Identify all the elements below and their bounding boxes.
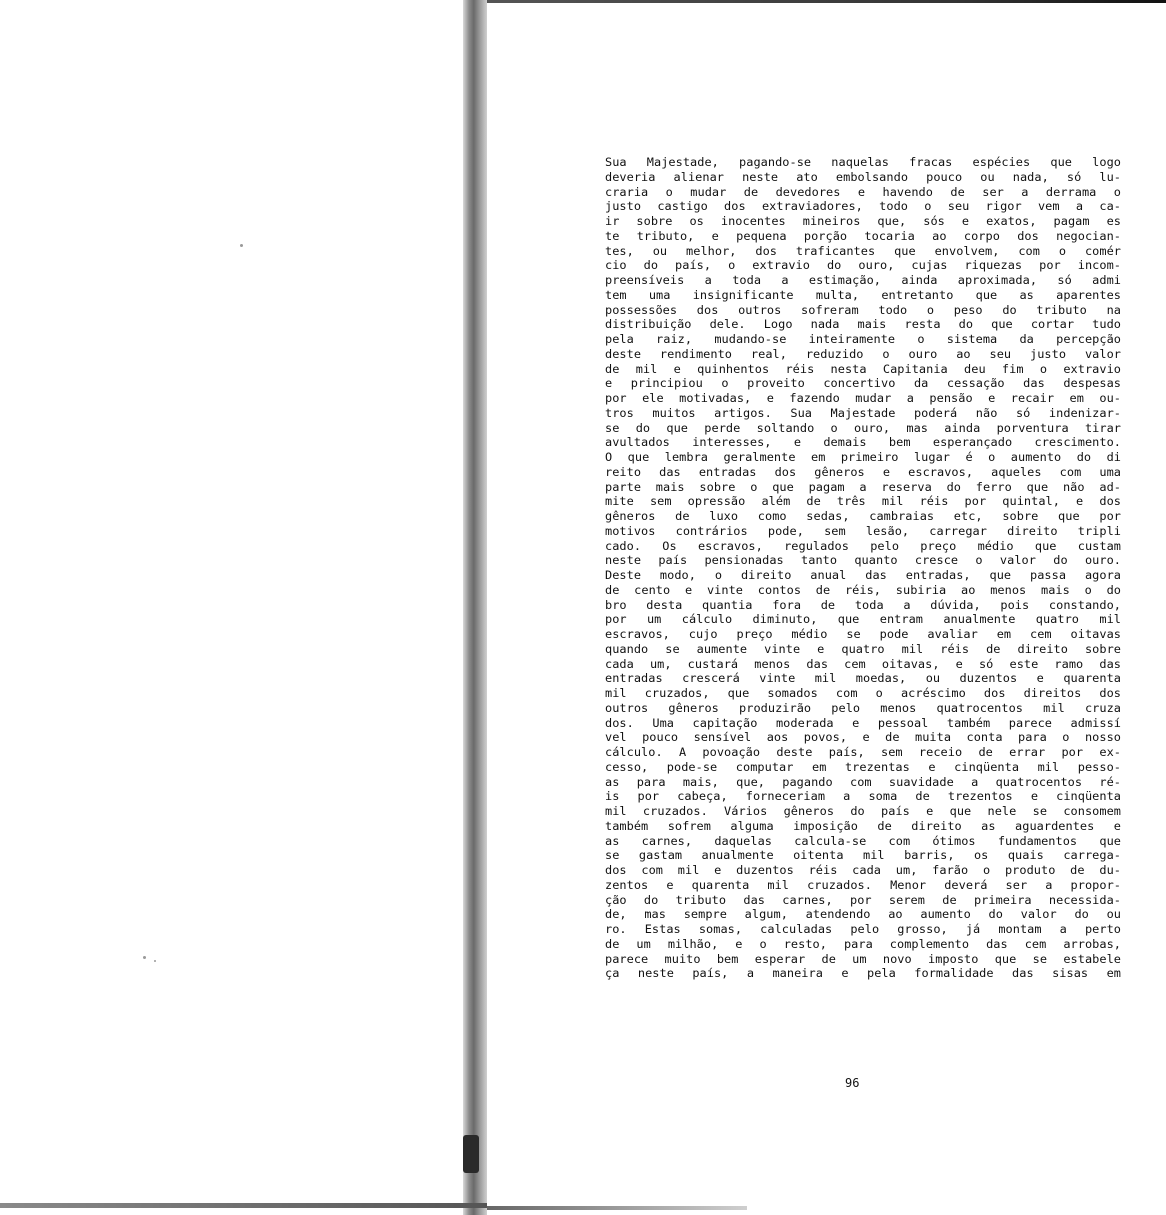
text-line: cesso, pode-se computar em trezentas e cinqüenta mil pesso- (605, 759, 1121, 774)
text-line: se do que perde soltando o ouro, mas ainda porventura tirar (605, 420, 1121, 435)
text-line: cio do país, o extravio do ouro, cujas riquezas por incom- (605, 258, 1121, 273)
text-line: is por cabeça, forneceriam a soma de trezentos e cinqüenta (605, 789, 1121, 804)
text-line: te tributo, e pequena porção tocaria ao corpo dos negocian- (605, 228, 1121, 243)
text-line: as para mais, que, pagando com suavidade a quatrocentos ré- (605, 774, 1121, 789)
text-line: mil cruzados. Vários gêneros do país e que nele se consomem (605, 804, 1121, 818)
text-line: pela raiz, mudando-se inteiramente o sistema da percepção (605, 332, 1121, 346)
text-line: por ele motivadas, e fazendo mudar a pensão e recair em ou- (605, 391, 1121, 405)
text-line: ro. Estas somas, calculadas pelo grosso, já montam a perto (605, 922, 1121, 936)
text-line: deste rendimento real, reduzido o ouro ao seu justo valor (605, 346, 1121, 361)
gutter-stain (463, 1135, 479, 1173)
body-text (605, 155, 1121, 981)
text-line: possessões dos outros sofreram todo o peso do tributo na (605, 302, 1121, 317)
page-bottom-edge-right (487, 1206, 747, 1210)
text-line: parece muito bem esperar de um novo imposto que se estabele (605, 951, 1121, 966)
text-line: de, mas sempre algum, atendendo ao aumento do valor do ou (605, 907, 1121, 922)
text-line: Sua Majestade, pagando-se naquelas fracas espécies que logo (605, 155, 1121, 169)
text-line: entradas crescerá vinte mil moedas, ou duzentos e quarenta (605, 671, 1121, 686)
text-line: por um cálculo diminuto, que entram anualmente quatro mil (605, 612, 1121, 627)
page-bottom-edge (0, 1203, 487, 1208)
text-line: cada um, custará menos das cem oitavas, e só este ramo das (605, 656, 1121, 671)
text-line: ça neste país, a maneira e pela formalidade das sisas em (605, 966, 1121, 981)
text-line: parte mais sobre o que pagam a reserva do ferro que não ad- (605, 479, 1121, 494)
text-line: zentos e quarenta mil cruzados. Menor deverá ser a propor- (605, 877, 1121, 892)
text-line: justo castigo dos extraviadores, todo o seu rigor vem a ca- (605, 199, 1121, 214)
text-line: dos. Uma capitação moderada e pessoal também parece admissí (605, 715, 1121, 730)
text-line: se gastam anualmente oitenta mil barris, os quais carrega- (605, 848, 1121, 863)
text-line: cálculo. A povoação deste país, sem receio de errar por ex- (605, 745, 1121, 759)
text-line: ção do tributo das carnes, por serem de primeira necessida- (605, 892, 1121, 907)
text-line: craria o mudar de devedores e havendo de ser a derrama o (605, 184, 1121, 199)
text-line: de um milhão, e o resto, para complemento das cem arrobas, (605, 936, 1121, 951)
text-line: tros muitos artigos. Sua Majestade poderá não só indenizar- (605, 405, 1121, 420)
text-line: bro desta quantia fora de toda a dúvida, pois constando, (605, 597, 1121, 612)
paper-speck (143, 956, 146, 959)
text-line: as carnes, daquelas calcula-se com ótimos fundamentos que (605, 833, 1121, 848)
book-gutter (463, 0, 487, 1215)
text-line: de mil e quinhentos réis nesta Capitania deu fim o extravio (605, 361, 1121, 376)
text-line: mite sem opressão além de três mil réis por quintal, e dos (605, 494, 1121, 509)
text-line: tem uma insignificante multa, entretanto que as aparentes (605, 287, 1121, 302)
text-line: quando se aumente vinte e quatro mil réis de direito sobre (605, 641, 1121, 656)
text-line: cado. Os escravos, regulados pelo preço médio que custam (605, 538, 1121, 553)
text-line: deveria alienar neste ato embolsando pouco ou nada, só lu- (605, 169, 1121, 184)
text-line: distribuição dele. Logo nada mais resta do que cortar tudo (605, 317, 1121, 332)
page-number: 96 (845, 1076, 860, 1090)
text-line: escravos, cujo preço médio se pode avaliar em cem oitavas (605, 627, 1121, 641)
text-line: mil cruzados, que somados com o acréscimo dos direitos dos (605, 686, 1121, 700)
text-line: ir sobre os inocentes mineiros que, sós e exatos, pagam es (605, 214, 1121, 228)
text-line: tes, ou melhor, dos traficantes que envolvem, com o comér (605, 243, 1121, 258)
left-page (0, 0, 463, 1215)
text-line: de cento e vinte contos de réis, subiria ao menos mais o do (605, 582, 1121, 597)
text-line: Deste modo, o direito anual das entradas, que passa agora (605, 568, 1121, 582)
text-line: O que lembra geralmente em primeiro lugar é o aumento do di (605, 450, 1121, 464)
text-line: neste país pensionadas tanto quanto cresce o valor do ouro. (605, 553, 1121, 568)
text-line: reito das entradas dos gêneros e escravos, aqueles com uma (605, 464, 1121, 479)
text-line: e principiou o proveito concertivo da cessação das despesas (605, 376, 1121, 391)
text-line: vel pouco sensível aos povos, e de muita conta para o nosso (605, 730, 1121, 745)
text-line: preensíveis a toda a estimação, ainda aproximada, só admi (605, 273, 1121, 287)
paper-speck (154, 960, 156, 962)
text-line: motivos contrários pode, sem lesão, carregar direito tripli (605, 523, 1121, 538)
text-line: avultados interesses, e demais bem esperançado crescimento. (605, 435, 1121, 450)
text-line: outros gêneros produzirão pelo menos quatrocentos mil cruza (605, 700, 1121, 715)
text-line: dos com mil e duzentos réis cada um, farão o produto de du- (605, 863, 1121, 877)
text-line: gêneros de luxo como sedas, cambraias etc, sobre que por (605, 509, 1121, 523)
paper-speck (240, 244, 243, 247)
text-line: também sofrem alguma imposição de direito as aguardentes e (605, 818, 1121, 833)
